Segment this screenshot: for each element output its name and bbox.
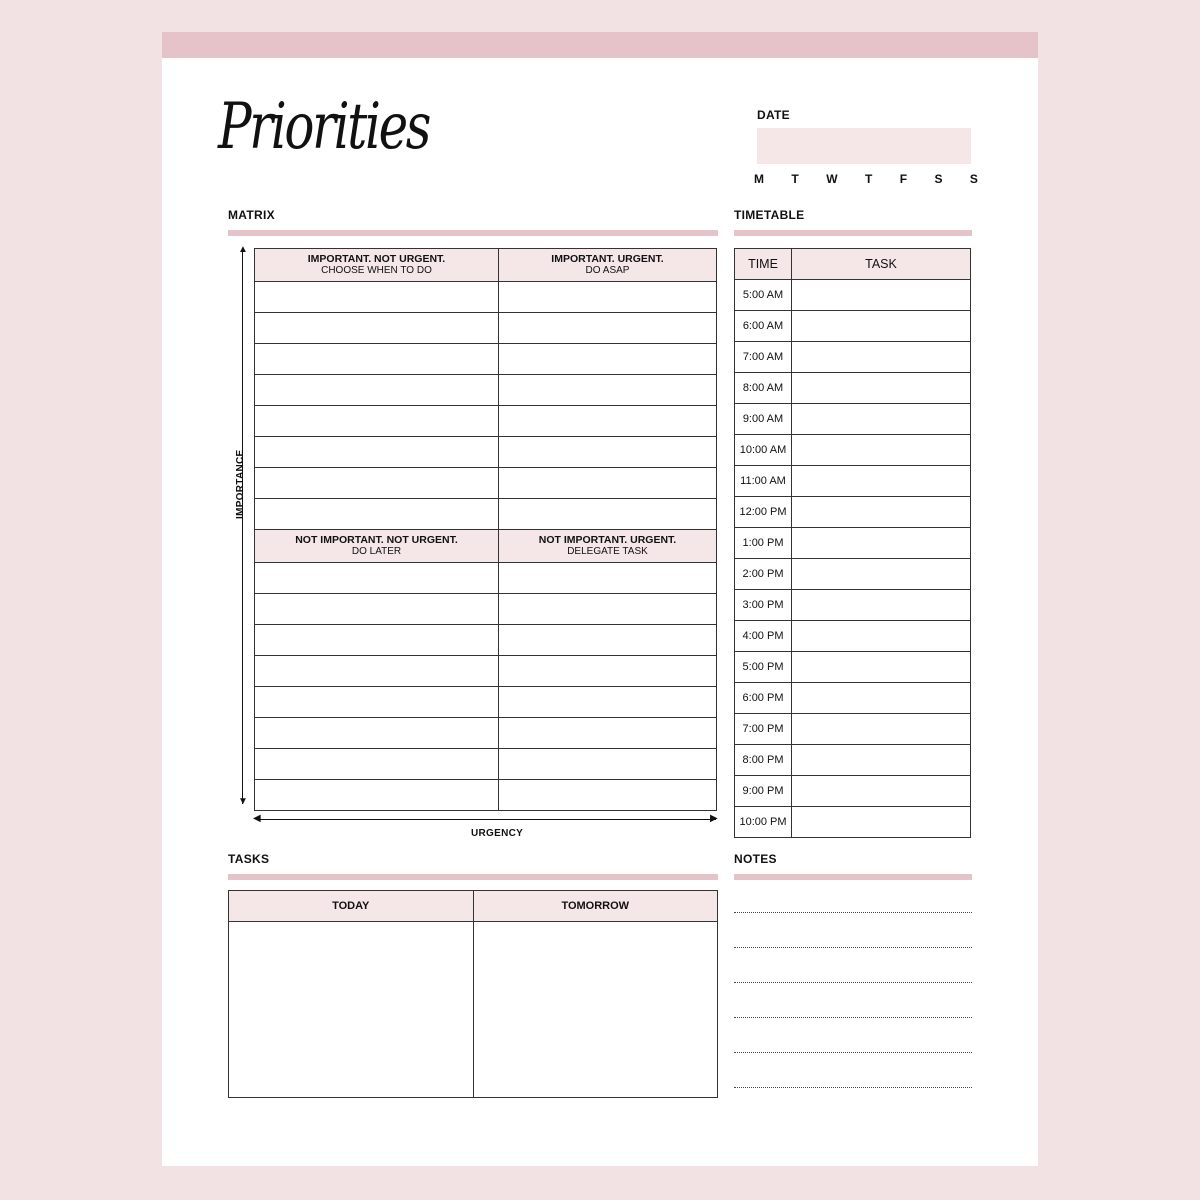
tomorrow-tasks-area[interactable] [473, 922, 718, 1098]
time-slot-task-cell[interactable] [792, 311, 971, 342]
time-slot-label: 2:00 PM [735, 559, 792, 590]
page-title: Priorities [218, 90, 430, 164]
notes-line[interactable] [734, 912, 972, 913]
time-slot-task-cell[interactable] [792, 714, 971, 745]
arrow-up-icon: ▲ [238, 244, 248, 255]
matrix-row [255, 468, 717, 499]
time-slot-task-cell[interactable] [792, 280, 971, 311]
matrix-top-left-cell[interactable] [255, 375, 499, 406]
time-slot-label: 9:00 AM [735, 404, 792, 435]
matrix-bottom-right-cell[interactable] [499, 749, 717, 780]
matrix-top-left-cell[interactable] [255, 437, 499, 468]
tasks-label: TASKS [228, 852, 270, 866]
timetable-label: TIMETABLE [734, 208, 805, 222]
matrix-bottom-right-cell[interactable] [499, 780, 717, 811]
arrow-down-icon: ▼ [238, 796, 248, 807]
matrix-bottom-left-cell[interactable] [255, 749, 499, 780]
quadrant-title: NOT IMPORTANT. NOT URGENT. [295, 534, 458, 546]
priority-matrix [254, 248, 717, 811]
timetable-row [735, 311, 971, 342]
matrix-top-right-cell[interactable] [499, 375, 717, 406]
timetable-row [735, 280, 971, 311]
matrix-row [255, 344, 717, 375]
matrix-bottom-right-cell[interactable] [499, 656, 717, 687]
weekday-tue[interactable]: T [791, 172, 799, 186]
timetable-row [735, 559, 971, 590]
matrix-top-left-cell[interactable] [255, 313, 499, 344]
matrix-row [255, 282, 717, 313]
timetable-row [735, 807, 971, 838]
arrow-right-icon: ▶ [710, 813, 718, 824]
time-slot-task-cell[interactable] [792, 435, 971, 466]
matrix-bottom-right-cell[interactable] [499, 687, 717, 718]
matrix-bottom-left-cell[interactable] [255, 563, 499, 594]
matrix-row [255, 780, 717, 811]
matrix-header-row [255, 249, 717, 282]
matrix-top-right-cell[interactable] [499, 406, 717, 437]
quadrant-important-urgent [499, 249, 717, 282]
time-slot-label: 7:00 PM [735, 714, 792, 745]
weekday-sat[interactable]: S [934, 172, 943, 186]
date-field[interactable] [757, 128, 971, 164]
matrix-bottom-left-cell[interactable] [255, 687, 499, 718]
matrix-bottom-right-cell[interactable] [499, 625, 717, 656]
timetable-row [735, 466, 971, 497]
matrix-top-right-cell[interactable] [499, 344, 717, 375]
timetable-row [735, 435, 971, 466]
date-label: DATE [757, 108, 790, 122]
time-slot-label: 1:00 PM [735, 528, 792, 559]
matrix-bottom-right-cell[interactable] [499, 594, 717, 625]
time-slot-task-cell[interactable] [792, 559, 971, 590]
matrix-top-left-cell[interactable] [255, 282, 499, 313]
notes-label: NOTES [734, 852, 777, 866]
matrix-top-right-cell[interactable] [499, 499, 717, 530]
time-slot-task-cell[interactable] [792, 466, 971, 497]
timetable [734, 248, 971, 838]
matrix-bottom-left-cell[interactable] [255, 656, 499, 687]
top-band [162, 32, 1038, 58]
time-slot-label: 8:00 AM [735, 373, 792, 404]
notes-line[interactable] [734, 1052, 972, 1053]
time-slot-task-cell[interactable] [792, 342, 971, 373]
quadrant-title: IMPORTANT. NOT URGENT. [307, 253, 446, 265]
quadrant-subtitle: CHOOSE WHEN TO DO [321, 265, 432, 276]
time-slot-label: 6:00 AM [735, 311, 792, 342]
matrix-top-right-cell[interactable] [499, 468, 717, 499]
timetable-row [735, 652, 971, 683]
time-slot-task-cell[interactable] [792, 404, 971, 435]
quadrant-title: IMPORTANT. URGENT. [551, 253, 664, 265]
time-slot-label: 12:00 PM [735, 497, 792, 528]
matrix-bottom-left-cell[interactable] [255, 625, 499, 656]
timetable-row [735, 621, 971, 652]
time-slot-task-cell[interactable] [792, 652, 971, 683]
matrix-top-left-cell[interactable] [255, 406, 499, 437]
weekday-thu[interactable]: T [864, 172, 873, 186]
matrix-row [255, 718, 717, 749]
notes-rule [734, 874, 972, 880]
notes-line[interactable] [734, 982, 972, 983]
matrix-label: MATRIX [228, 208, 275, 222]
importance-label: IMPORTANCE [235, 449, 246, 519]
time-slot-task-cell[interactable] [792, 590, 971, 621]
matrix-bottom-right-cell[interactable] [499, 563, 717, 594]
time-slot-task-cell[interactable] [792, 807, 971, 838]
matrix-row [255, 406, 717, 437]
time-slot-label: 9:00 PM [735, 776, 792, 807]
matrix-row [255, 594, 717, 625]
matrix-top-left-cell[interactable] [255, 468, 499, 499]
time-slot-label: 10:00 PM [735, 807, 792, 838]
matrix-top-right-cell[interactable] [499, 437, 717, 468]
timetable-row [735, 373, 971, 404]
today-tasks-area[interactable] [229, 922, 474, 1098]
tomorrow-column-header: TOMORROW [473, 891, 718, 922]
timetable-row [735, 342, 971, 373]
quadrant-subtitle: DELEGATE TASK [567, 546, 648, 557]
matrix-row [255, 625, 717, 656]
matrix-row [255, 563, 717, 594]
time-slot-label: 3:00 PM [735, 590, 792, 621]
quadrant-important-not-urgent [255, 249, 499, 282]
time-slot-task-cell[interactable] [792, 373, 971, 404]
timetable-row [735, 776, 971, 807]
matrix-bottom-right-cell[interactable] [499, 718, 717, 749]
timetable-row [735, 590, 971, 621]
matrix-top-left-cell[interactable] [255, 344, 499, 375]
planner-page [162, 32, 1038, 1166]
timetable-header-row [735, 249, 971, 280]
time-slot-task-cell[interactable] [792, 528, 971, 559]
matrix-bottom-left-cell[interactable] [255, 594, 499, 625]
notes-line[interactable] [734, 947, 972, 948]
tasks-header-row [229, 891, 718, 922]
matrix-row [255, 313, 717, 344]
matrix-row [255, 499, 717, 530]
time-slot-task-cell[interactable] [792, 776, 971, 807]
matrix-row [255, 437, 717, 468]
weekday-wed[interactable]: W [826, 172, 838, 186]
timetable-row [735, 497, 971, 528]
matrix-row [255, 656, 717, 687]
time-slot-task-cell[interactable] [792, 497, 971, 528]
matrix-row [255, 375, 717, 406]
timetable-row [735, 404, 971, 435]
time-slot-task-cell[interactable] [792, 683, 971, 714]
matrix-bottom-left-cell[interactable] [255, 780, 499, 811]
matrix-bottom-left-cell[interactable] [255, 718, 499, 749]
weekday-row [754, 172, 978, 186]
timetable-row [735, 528, 971, 559]
time-slot-label: 11:00 AM [735, 466, 792, 497]
matrix-top-left-cell[interactable] [255, 499, 499, 530]
matrix-row [255, 687, 717, 718]
timetable-rule [734, 230, 972, 236]
importance-axis [242, 250, 243, 804]
arrow-left-icon: ◀ [253, 813, 261, 824]
notes-line[interactable] [734, 1017, 972, 1018]
time-slot-label: 10:00 AM [735, 435, 792, 466]
quadrant-not-important-urgent [499, 530, 717, 563]
timetable-row [735, 714, 971, 745]
notes-line[interactable] [734, 1087, 972, 1088]
quadrant-subtitle: DO LATER [351, 546, 402, 557]
time-slot-label: 7:00 AM [735, 342, 792, 373]
matrix-rule [228, 230, 718, 236]
time-slot-label: 5:00 PM [735, 652, 792, 683]
matrix-top-right-cell[interactable] [499, 313, 717, 344]
today-column-header: TODAY [229, 891, 474, 922]
time-slot-task-cell[interactable] [792, 621, 971, 652]
weekday-mon[interactable]: M [754, 172, 764, 186]
time-slot-label: 4:00 PM [735, 621, 792, 652]
quadrant-not-important-not-urgent [255, 530, 499, 563]
task-column-header: TASK [792, 249, 971, 280]
timetable-row [735, 683, 971, 714]
tasks-rule [228, 874, 718, 880]
weekday-sun[interactable]: S [969, 172, 978, 186]
quadrant-subtitle: DO ASAP [585, 265, 630, 276]
matrix-top-right-cell[interactable] [499, 282, 717, 313]
time-column-header: TIME [735, 249, 792, 280]
matrix-row [255, 749, 717, 780]
urgency-label: URGENCY [471, 828, 524, 839]
time-slot-label: 5:00 AM [735, 280, 792, 311]
weekday-fri[interactable]: F [899, 172, 908, 186]
matrix-header-row [255, 530, 717, 563]
quadrant-title: NOT IMPORTANT. URGENT. [538, 534, 677, 546]
tasks-table [228, 890, 718, 1098]
time-slot-label: 6:00 PM [735, 683, 792, 714]
urgency-axis [258, 819, 716, 820]
time-slot-task-cell[interactable] [792, 745, 971, 776]
timetable-row [735, 745, 971, 776]
time-slot-label: 8:00 PM [735, 745, 792, 776]
